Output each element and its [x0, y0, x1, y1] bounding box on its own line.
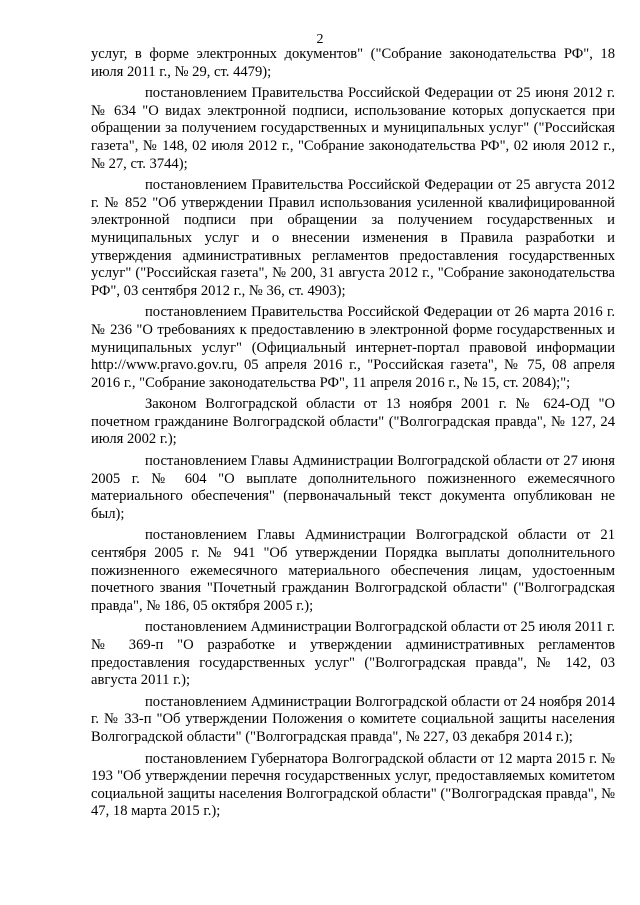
- paragraph-decree-852: постановлением Правительства Российской Федерации от 25 августа 2012 г. № 852 "Об утверждении Правил использования усиленной квалифицированной электронной подписи при обращении за получением государственных и муниципальных услуг и о внесении изменения в Правила разработки и утверждения административных регламентов предоставления государственных услуг" ("Российская газета", № 200, 31 августа 2012 г., "Собрание законодательства РФ", 03 сентября 2012 г., № 36, ст. 4903);: [91, 177, 615, 299]
- document-body: [91, 46, 615, 821]
- paragraph-continuation: услуг, в форме электронных документов" ("Собрание законодательства РФ", 18 июля 2011 г., № 29, ст. 4479);: [91, 46, 615, 80]
- paragraph-decree-941: постановлением Главы Администрации Волгоградской области от 21 сентября 2005 г. № 941 "Об утверждении Порядка выплаты дополнительного пожизненного ежемесячного материального обеспечения лицам, удостоенным почетного звания "Почетный гражданин Волгоградской области" ("Волгоградская правда", № 186, 05 октября 2005 г.);: [91, 527, 615, 614]
- paragraph-decree-369-p: постановлением Администрации Волгоградской области от 25 июля 2011 г. № 369-п "О разработке и утверждении административных регламентов предоставления государственных услуг" ("Волгоградская правда", № 142, 03 августа 2011 г.);: [91, 619, 615, 689]
- paragraph-decree-193: постановлением Губернатора Волгоградской области от 12 марта 2015 г. № 193 "Об утверждении перечня государственных услуг, предоставляемых комитетом социальной защиты населения Волгоградской области" ("Волгоградская правда", № 47, 18 марта 2015 г.);: [91, 750, 615, 820]
- paragraph-decree-604: постановлением Главы Администрации Волгоградской области от 27 июня 2005 г. № 604 "О выплате дополнительного пожизненного ежемесячного материального обеспечения" (первоначальный текст документа опубликован не был);: [91, 453, 615, 522]
- paragraph-decree-33-p: постановлением Администрации Волгоградской области от 24 ноября 2014 г. № 33-п "Об утверждении Положения о комитете социальной защиты населения Волгоградской области" ("Волгоградская правда", № 227, 03 декабря 2014 г.);: [91, 693, 615, 745]
- paragraph-decree-634: постановлением Правительства Российской Федерации от 25 июня 2012 г. № 634 "О видах электронной подписи, использование которых допускается при обращении за получением государственных и муниципальных услуг" ("Российская газета", № 148, 02 июля 2012 г., "Собрание законодательства РФ", 02 июля 2012 г., № 27, ст. 3744);: [91, 85, 615, 172]
- paragraph-decree-236: постановлением Правительства Российской Федерации от 26 марта 2016 г. № 236 "О требованиях к предоставлению в электронной форме государственных и муниципальных услуг" (Официальный интернет-портал правовой информации http://www.pravo.gov.ru, 05 апреля 2016 г., "Российская газета", № 75, 08 апреля 2016 г., "Собрание законодательства РФ", 11 апреля 2016 г., № 15, ст. 2084);";: [91, 304, 615, 391]
- paragraph-law-624-od: Законом Волгоградской области от 13 ноября 2001 г. № 624-ОД "О почетном гражданине Волгоградской области" ("Волгоградская правда", № 127, 24 июля 2002 г.);: [91, 396, 615, 448]
- page-number: 2: [316, 32, 324, 47]
